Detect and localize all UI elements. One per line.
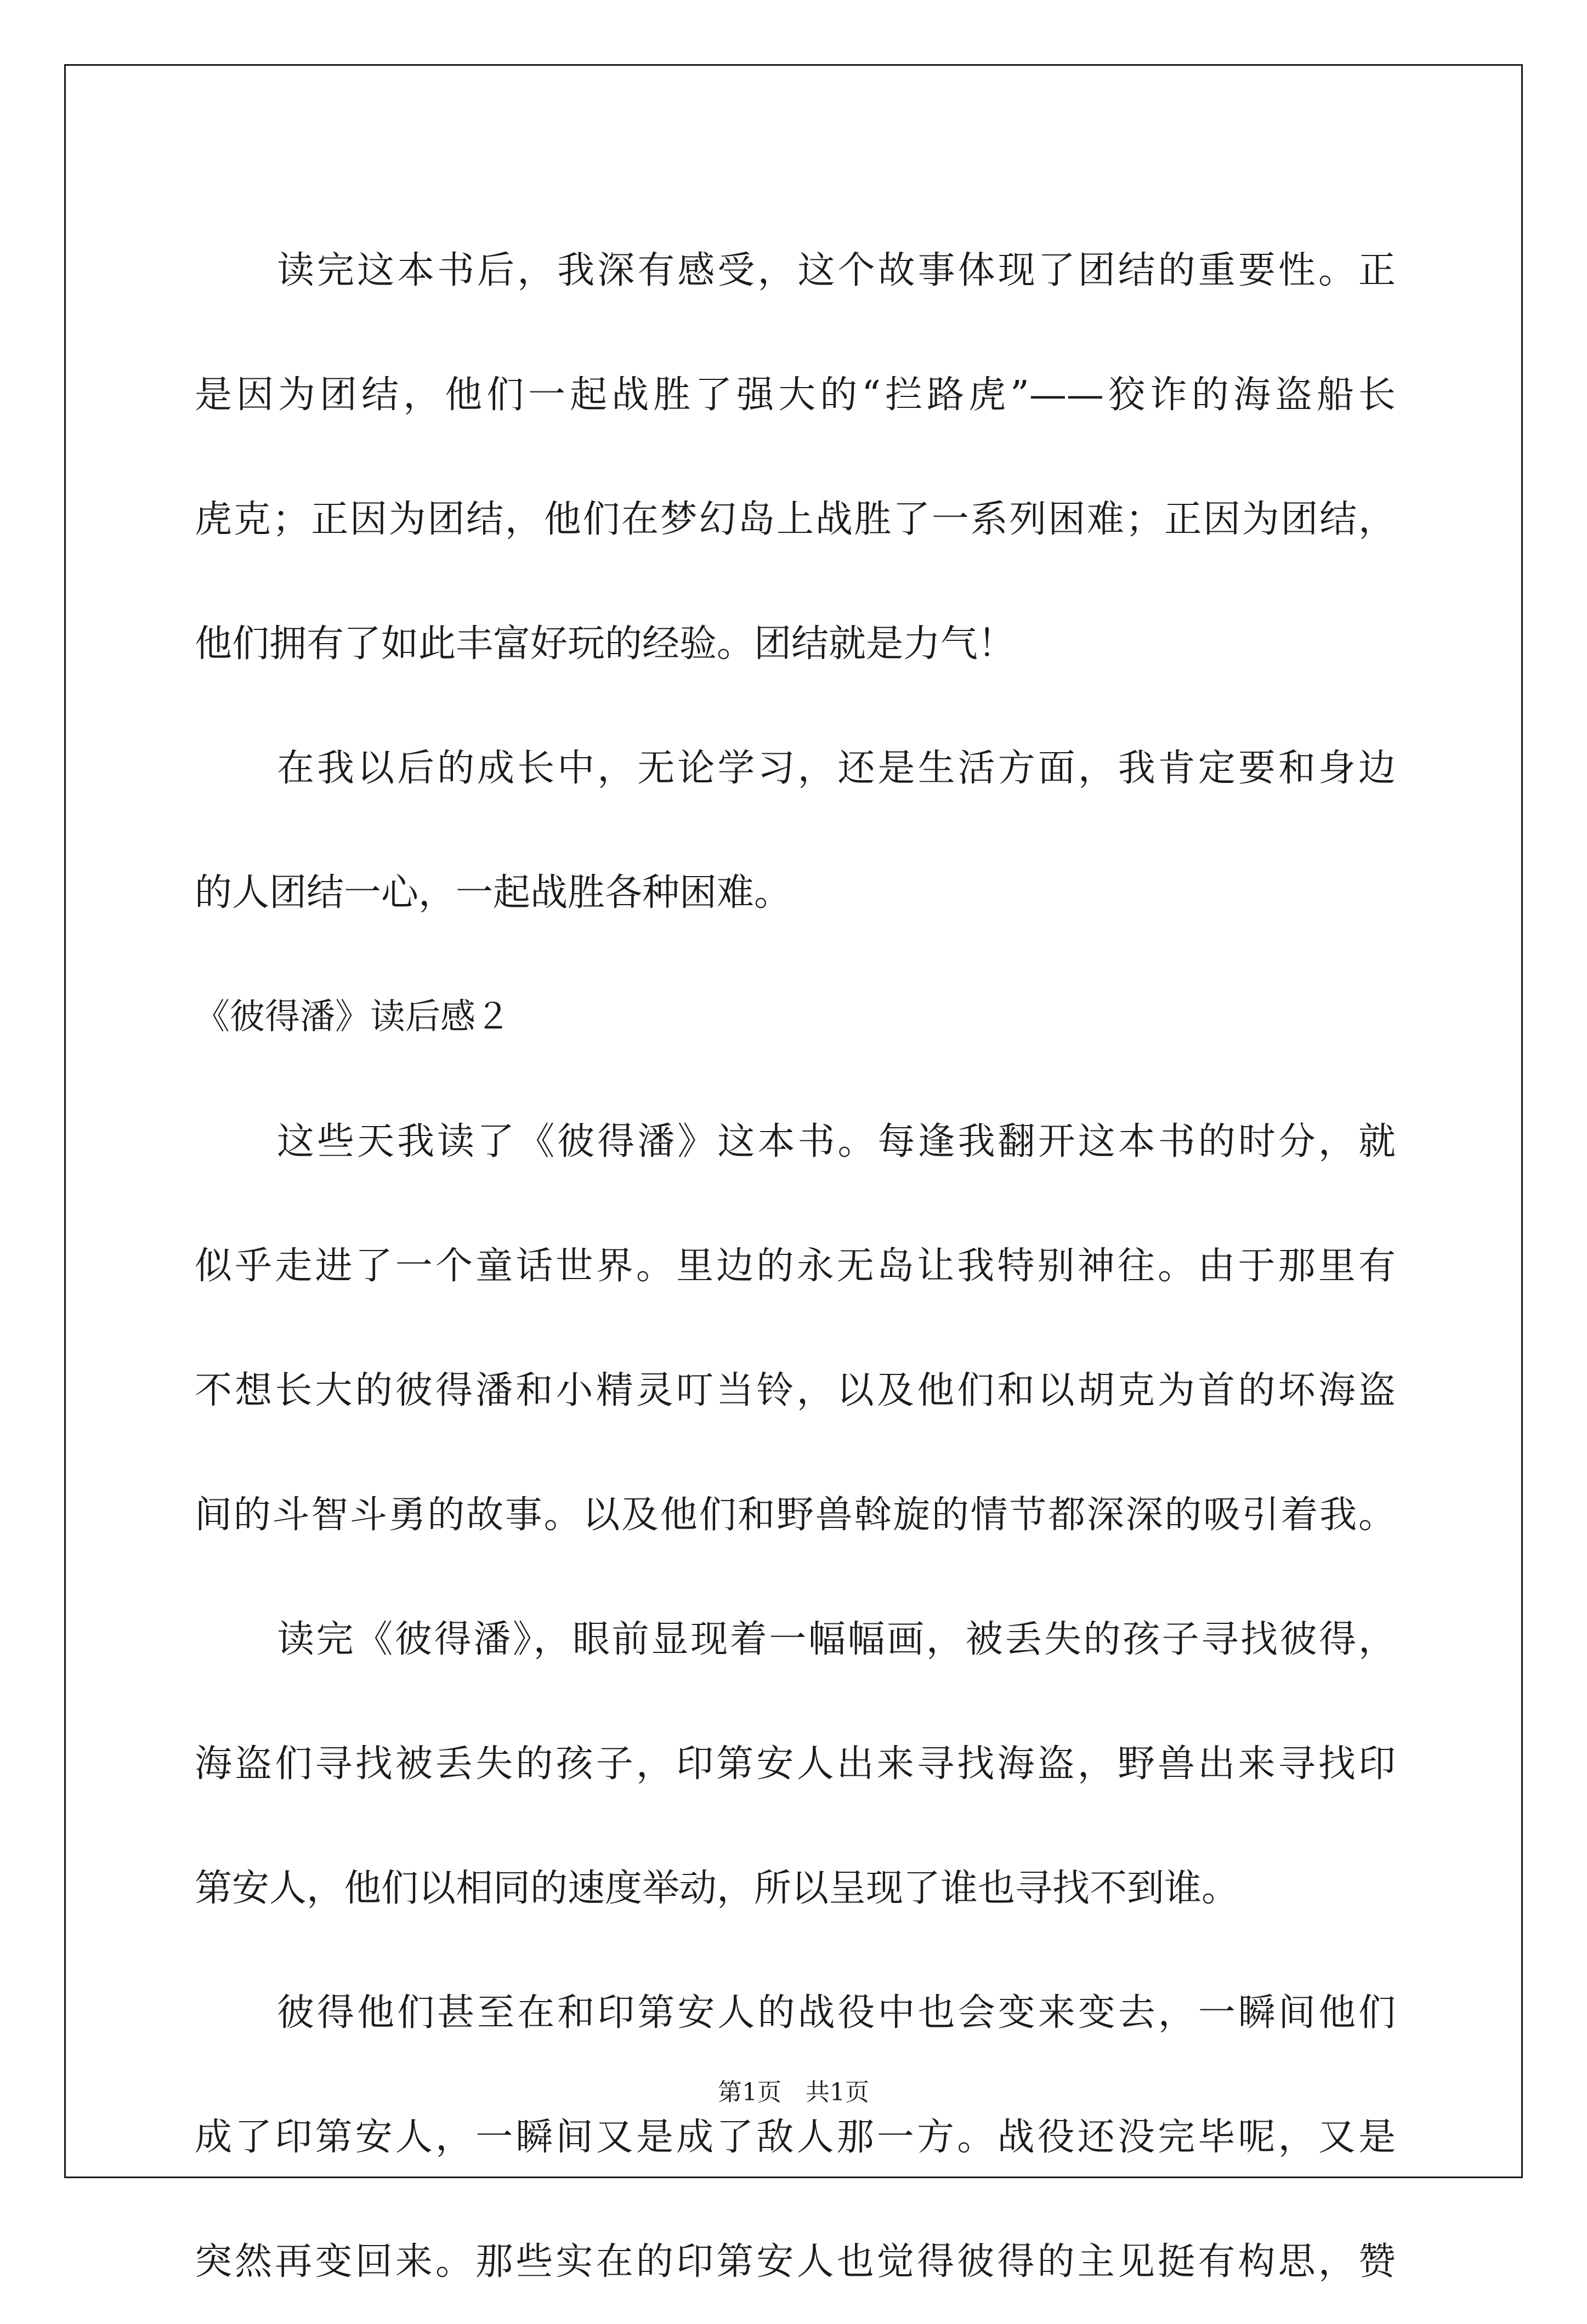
section-heading: 《彼得潘》读后感２ [195, 997, 511, 1037]
text-line: 突然再变回来。那些实在的印第安人也觉得彼得的主见挺有构思，赞 [195, 2240, 1396, 2283]
document-body [195, 208, 1396, 2324]
text-line: 第安人，他们以相同的速度举动，所以呈现了谁也寻找不到谁。 [195, 1867, 1239, 1910]
paragraph-2 [195, 706, 1396, 955]
text-line: 在我以后的成长中，无论学习，还是生活方面，我肯定要和身边 [277, 747, 1396, 790]
text-line: 的人团结一心，一起战胜各种困难。 [195, 871, 792, 914]
text-line: 海盗们寻找被丢失的孩子，印第安人出来寻找海盗，野兽出来寻找印 [195, 1742, 1396, 1786]
paragraph-5 [195, 1951, 1396, 2324]
text-line: 间的斗智斗勇的故事。以及他们和野兽斡旋的情节都深深的吸引着我。 [195, 1493, 1396, 1537]
text-line: 似乎走进了一个童话世界。里边的永无岛让我特别神往。由于那里有 [195, 1245, 1396, 1288]
text-line: 读完《彼得潘》，眼前显现着一幅幅画，被丢失的孩子寻找彼得， [277, 1618, 1396, 1661]
text-line: 读完这本书后，我深有感受，这个故事体现了团结的重要性。正 [277, 249, 1396, 292]
text-line: 虎克；正因为团结，他们在梦幻岛上战胜了一系列困难；正因为团结， [195, 498, 1396, 541]
paragraph-3 [195, 1079, 1396, 1577]
text-line: 这些天我读了《彼得潘》这本书。每逢我翻开这本书的时分，就 [277, 1120, 1396, 1163]
text-line: 不想长大的彼得潘和小精灵叮当铃，以及他们和以胡克为首的坏海盗 [195, 1369, 1396, 1412]
paragraph-4 [195, 1577, 1396, 1951]
text-line: 是因为团结，他们一起战胜了强大的“拦路虎”——狡诈的海盗船长 [195, 373, 1396, 417]
text-line: 他们拥有了如此丰富好玩的经验。团结就是力气！ [195, 622, 1016, 666]
paragraph-1 [195, 208, 1396, 706]
text-line: 成了印第安人，一瞬间又是成了敌人那一方。战役还没完毕呢，又是 [195, 2116, 1396, 2159]
page-footer: 第1页 共1页 [718, 2078, 869, 2106]
text-line: 彼得他们甚至在和印第安人的战役中也会变来变去，一瞬间他们 [277, 1991, 1396, 2035]
